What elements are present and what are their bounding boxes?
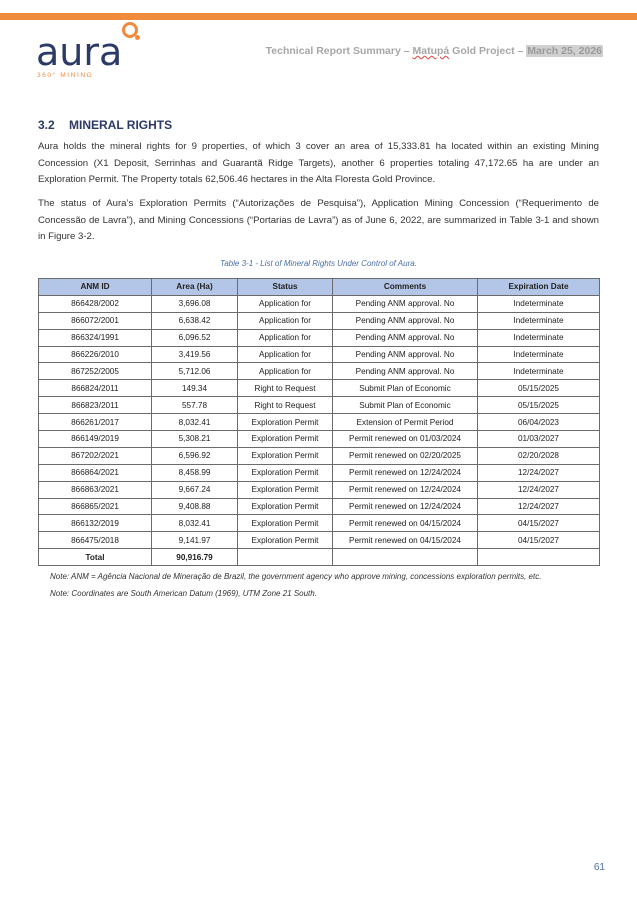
table-cell: 9,667.24: [152, 481, 238, 498]
table-cell: Indeterminate: [478, 346, 600, 363]
header-project-name: Matupá: [412, 45, 450, 57]
table-cell: Right to Request: [238, 397, 333, 414]
table-cell: Exploration Permit: [238, 464, 333, 481]
table-cell: Exploration Permit: [238, 414, 333, 431]
table-cell: 05/15/2025: [478, 397, 600, 414]
logo-dot-icon: [135, 35, 140, 40]
column-header: Expiration Date: [478, 279, 600, 296]
table-cell: [478, 549, 600, 566]
table-cell: 3,696.08: [152, 295, 238, 312]
table-cell: 866823/2011: [39, 397, 152, 414]
table-cell: 866864/2021: [39, 464, 152, 481]
table-cell: Exploration Permit: [238, 481, 333, 498]
table-row: [39, 447, 600, 464]
table-cell: 866132/2019: [39, 515, 152, 532]
table-cell: Pending ANM approval. No: [333, 363, 478, 380]
table-cell: 9,408.88: [152, 498, 238, 515]
page-number: 61: [593, 862, 605, 873]
table-cell: 866149/2019: [39, 431, 152, 448]
table-cell: 5,712.06: [152, 363, 238, 380]
aura-logo: [36, 22, 156, 82]
table-row: [39, 363, 600, 380]
logo-tagline: 360° MINING: [37, 72, 94, 79]
section-title: MINERAL RIGHTS: [69, 118, 173, 132]
table-cell: Submit Plan of Economic: [333, 397, 478, 414]
header-date: March 25, 2026: [527, 45, 602, 57]
table-cell: Permit renewed on 12/24/2024: [333, 481, 478, 498]
table-cell: Pending ANM approval. No: [333, 329, 478, 346]
total-label: Total: [39, 549, 152, 566]
table-row: [39, 498, 600, 515]
table-cell: 12/24/2027: [478, 464, 600, 481]
table-cell: [238, 549, 333, 566]
table-cell: Application for: [238, 312, 333, 329]
table-cell: 05/15/2025: [478, 380, 600, 397]
table-cell: 6,638.42: [152, 312, 238, 329]
table-cell: 5,308.21: [152, 431, 238, 448]
table-cell: Exploration Permit: [238, 447, 333, 464]
table-total-row: [39, 549, 600, 566]
table-cell: 557.78: [152, 397, 238, 414]
section-heading: [38, 118, 172, 132]
table-cell: 9,141.97: [152, 532, 238, 549]
header-title-middle: Gold Project –: [449, 45, 527, 57]
table-cell: [333, 549, 478, 566]
table-cell: 866865/2021: [39, 498, 152, 515]
table-cell: Permit renewed on 12/24/2024: [333, 464, 478, 481]
table-cell: Permit renewed on 04/15/2024: [333, 515, 478, 532]
table-cell: Exploration Permit: [238, 498, 333, 515]
table-cell: 6,596.92: [152, 447, 238, 464]
table-cell: 8,032.41: [152, 414, 238, 431]
header-accent-bar: [0, 13, 637, 20]
table-cell: 866261/2017: [39, 414, 152, 431]
table-row: [39, 515, 600, 532]
logo-wordmark: aura: [36, 30, 123, 74]
table-row: [39, 532, 600, 549]
table-cell: 866824/2011: [39, 380, 152, 397]
column-header: Area (Ha): [152, 279, 238, 296]
table-cell: 01/03/2027: [478, 431, 600, 448]
paragraph-permit-status: The status of Aura’s Exploration Permits (“Autorizações de Pesquisa”), Application Mining Concession (“Requerimento de Concessão de Lavra”), and Mining Concessions (“Portarias de Lavra”) as of June 6, 2022, are summarized in Table 3-1 and shown in Figure 3-2.: [38, 198, 599, 242]
table-row: [39, 397, 600, 414]
table-cell: 867252/2005: [39, 363, 152, 380]
table-cell: Pending ANM approval. No: [333, 346, 478, 363]
table-cell: 06/04/2023: [478, 414, 600, 431]
table-cell: 866475/2018: [39, 532, 152, 549]
table-cell: 12/24/2027: [478, 498, 600, 515]
table-cell: 866324/1991: [39, 329, 152, 346]
table-cell: Extension of Permit Period: [333, 414, 478, 431]
table-row: [39, 431, 600, 448]
table-cell: 867202/2021: [39, 447, 152, 464]
table-cell: Indeterminate: [478, 295, 600, 312]
total-area: 90,916.79: [152, 549, 238, 566]
table-cell: Exploration Permit: [238, 515, 333, 532]
table-cell: 149.34: [152, 380, 238, 397]
column-header: Comments: [333, 279, 478, 296]
section-number: 3.2: [38, 118, 55, 132]
note-anm: Note: ANM = Agência Nacional de Mineração de Brazil, the government agency who approve mining, concessions exploration permits, etc.: [50, 572, 542, 581]
table-row: [39, 312, 600, 329]
table-cell: 8,458.99: [152, 464, 238, 481]
table-cell: 866072/2001: [39, 312, 152, 329]
table-row: [39, 329, 600, 346]
table-cell: Indeterminate: [478, 363, 600, 380]
header-title-prefix: Technical Report Summary –: [265, 45, 413, 57]
table-cell: Exploration Permit: [238, 532, 333, 549]
table-cell: Pending ANM approval. No: [333, 295, 478, 312]
table-row: [39, 346, 600, 363]
table-cell: 12/24/2027: [478, 481, 600, 498]
table-cell: Indeterminate: [478, 312, 600, 329]
table-cell: Submit Plan of Economic: [333, 380, 478, 397]
table-cell: Indeterminate: [478, 329, 600, 346]
table-cell: 866226/2010: [39, 346, 152, 363]
table-cell: Permit renewed on 01/03/2024: [333, 431, 478, 448]
table-cell: Permit renewed on 12/24/2024: [333, 498, 478, 515]
table-row: [39, 464, 600, 481]
paragraph-mineral-rights: Aura holds the mineral rights for 9 properties, of which 3 cover an area of 15,333.81 ha located within an existing Mining Concession (X1 Deposit, Serrinhas and Guarantã Ridge Targets), another 6 properties totaling 47,172.65 ha are under an Exploration Permit. The Property totals 62,506.46 hectares in the Alta Floresta Gold Province.: [38, 141, 599, 185]
table-cell: 6,096.52: [152, 329, 238, 346]
table-cell: Application for: [238, 329, 333, 346]
mineral-rights-table: [38, 278, 600, 566]
table-cell: 866863/2021: [39, 481, 152, 498]
table-row: [39, 481, 600, 498]
table-cell: 04/15/2027: [478, 532, 600, 549]
table-cell: Application for: [238, 363, 333, 380]
note-coordinates: Note: Coordinates are South American Datum (1969), UTM Zone 21 South.: [50, 589, 317, 598]
column-header: ANM ID: [39, 279, 152, 296]
table-cell: 3,419.56: [152, 346, 238, 363]
table-cell: Right to Request: [238, 380, 333, 397]
table-row: [39, 380, 600, 397]
table-cell: Application for: [238, 346, 333, 363]
table-header-row: [39, 279, 600, 296]
table-cell: Exploration Permit: [238, 431, 333, 448]
table-cell: 8,032.41: [152, 515, 238, 532]
table-cell: Permit renewed on 04/15/2024: [333, 532, 478, 549]
table-cell: 02/20/2028: [478, 447, 600, 464]
table-cell: Pending ANM approval. No: [333, 312, 478, 329]
table-cell: 04/15/2027: [478, 515, 600, 532]
report-header-title: [266, 45, 603, 57]
table-row: [39, 414, 600, 431]
table-cell: 866428/2002: [39, 295, 152, 312]
column-header: Status: [238, 279, 333, 296]
table-row: [39, 295, 600, 312]
table-caption: Table 3-1 - List of Mineral Rights Under Control of Aura.: [220, 259, 417, 268]
table-cell: Application for: [238, 295, 333, 312]
table-cell: Permit renewed on 02/20/2025: [333, 447, 478, 464]
